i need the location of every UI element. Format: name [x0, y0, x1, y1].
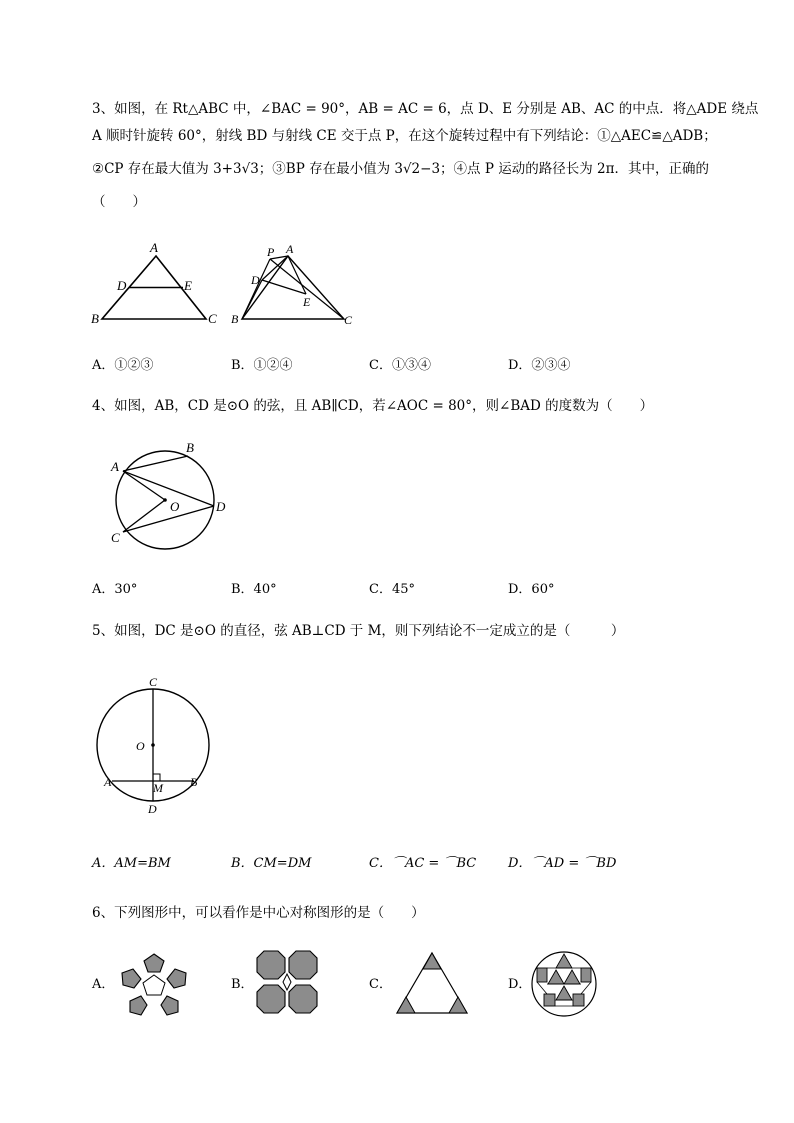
q6-option-c[interactable]: C． — [369, 977, 392, 992]
q6-figure-pentagons[interactable] — [113, 950, 195, 1020]
q5-option-b[interactable]: B．CM=DM — [231, 856, 312, 871]
q4-label-C: C — [111, 530, 120, 545]
q3-figure-rotated — [228, 238, 358, 328]
q4-option-d[interactable]: D．60° — [508, 582, 555, 597]
q3-label-A: A — [150, 240, 158, 255]
q3-option-d[interactable]: D．②③④ — [508, 358, 571, 373]
q5-label-B: B — [190, 775, 198, 789]
q6-option-a[interactable]: A． — [92, 977, 115, 992]
q4-label-A: A — [111, 459, 119, 474]
q6-figure-octagons[interactable] — [255, 950, 319, 1016]
q3-option-b[interactable]: B．①②④ — [231, 358, 293, 373]
q4-option-c[interactable]: C．45° — [369, 582, 415, 597]
q3-stem-line1: 3、如图，在 Rt△ABC 中，∠BAC = 90°，AB = AC = 6，点 D、E 分别是 AB、AC 的中点．将△ADE 绕点 — [92, 101, 759, 117]
q3-label-E: E — [184, 278, 192, 293]
q3-label-B: B — [91, 311, 99, 326]
q5-label-M: M — [153, 781, 163, 795]
q3-rot-label-A: A — [286, 242, 294, 256]
q3-answer-blank: （ ） — [92, 194, 146, 210]
q6-figure-circle-pattern[interactable] — [530, 950, 598, 1018]
q5-label-D: D — [148, 802, 157, 816]
q3-label-D: D — [117, 278, 127, 293]
q4-stem: 4、如图，AB，CD 是⊙O 的弦，且 AB∥CD，若∠AOC = 80°，则∠BAD 的度数为（ ） — [92, 398, 654, 414]
q4-option-b[interactable]: B．40° — [231, 582, 277, 597]
q5-option-d[interactable]: D．⌒AD = ⌒BD — [508, 856, 617, 871]
q5-figure-circle — [96, 670, 216, 818]
q4-label-B: B — [186, 440, 194, 455]
q3-figure-triangle — [88, 238, 220, 328]
q4-label-O: O — [170, 499, 180, 514]
q3-option-c[interactable]: C．①③④ — [369, 358, 431, 373]
q5-label-O: O — [136, 739, 145, 753]
q5-option-a[interactable]: A．AM=BM — [92, 856, 171, 871]
q6-option-b[interactable]: B． — [231, 977, 254, 992]
q3-rot-label-C: C — [344, 313, 353, 327]
q3-stem-line2: A 顺时针旋转 60°，射线 BD 与射线 CE 交于点 P，在这个旋转过程中有下列结论：①△AEC≌△ADB； — [92, 128, 717, 144]
q6-stem: 6、下列图形中，可以看作是中心对称图形的是（ ） — [92, 905, 425, 921]
q3-rot-label-B: B — [231, 312, 239, 326]
q3-option-a[interactable]: A．①②③ — [92, 358, 154, 373]
q6-option-d[interactable]: D． — [508, 977, 532, 992]
q3-rot-label-P: P — [267, 245, 275, 259]
q5-label-C: C — [149, 675, 158, 689]
q5-option-c[interactable]: C．⌒AC = ⌒BC — [369, 856, 477, 871]
q6-figure-triangle[interactable] — [394, 950, 470, 1016]
q4-option-a[interactable]: A．30° — [92, 582, 138, 597]
q3-rot-label-E: E — [303, 295, 311, 309]
q3-label-C: C — [208, 311, 217, 326]
q3-rot-label-D: D — [251, 273, 260, 287]
q3-stem-line3: ②CP 存在最大值为 3+3√3；③BP 存在最小值为 3√2−3；④点 P 运动的路径长为 2π．其中，正确的 — [92, 161, 709, 177]
q5-stem: 5、如图，DC 是⊙O 的直径，弦 AB⊥CD 于 M，则下列结论不一定成立的是（ ） — [92, 623, 625, 639]
q4-label-D: D — [216, 499, 226, 514]
q4-figure-circle — [104, 438, 234, 550]
q5-label-A: A — [104, 775, 112, 789]
